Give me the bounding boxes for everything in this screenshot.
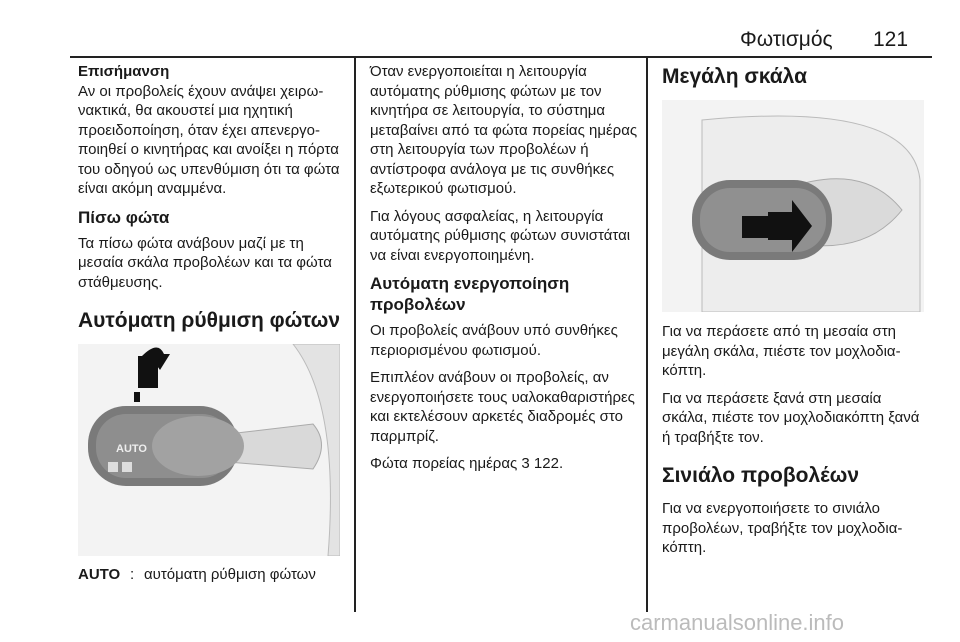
note-title: Επισήμανση bbox=[78, 63, 170, 80]
auto-activation-paragraph-2: Επιπλέον ανάβουν οι προβολείς, αν ενεργοποιήσετε τους υαλοκαθαριστήρες και εκτελέσουν αρκετές διαδρομές στο παρμπρίζ. bbox=[370, 369, 635, 445]
column-divider-1 bbox=[354, 57, 356, 612]
header-title: Φωτισμός bbox=[740, 28, 833, 51]
legend-separator: : bbox=[130, 566, 135, 583]
column-2 bbox=[370, 62, 642, 482]
column-1 bbox=[78, 62, 346, 583]
column-divider-2 bbox=[646, 57, 648, 612]
auto-activation-paragraph-1: Οι προβολείς ανάβουν υπό συνθήκες περιορισμένου φωτισμού. bbox=[370, 322, 618, 359]
column-3 bbox=[662, 62, 930, 566]
high-beam-heading: Μεγάλη σκάλα bbox=[662, 65, 808, 88]
high-beam-paragraph-2: Για να περάσετε ξανά στη μεσαία σκάλα, πιέστε τον μοχλοδιακόπτη ξανά ή τραβήξτε τον. bbox=[662, 389, 920, 446]
page-reference-link[interactable]: 3 122. bbox=[521, 455, 564, 472]
auto-lights-heading: Αυτόματη ρύθμιση φώτων bbox=[78, 309, 341, 332]
daytime-lights-text: Φώτα πορείας ημέρας bbox=[370, 455, 518, 472]
auto-activation-heading: Αυτόματη ενεργοποίηση προβολέων bbox=[370, 274, 570, 314]
auto-lights-paragraph-1: Όταν ενεργοποιείται η λειτουργία αυτόματης ρύθμισης φώτων με τον κινητήρα σε λειτουργία, το σύστημα μεταβαίνει από τα φώτα πορείας ημέρας στη λειτουργία των προβολέων ή αντίστροφα ανάλογα με τις συνθήκες εξωτερικού φωτισμού. bbox=[370, 63, 638, 197]
note-text: Αν οι προβολείς έχουν ανάψει χειρωνακτικά, θα ακουστεί μια ηχητική προειδοποίηση, όταν έχει απενεργοποιηθεί ο κινητήρας και ανοίξει η πόρτα του οδηγού ως υπενθύμιση ότι τα φώτα είναι ακόμη αναμμένα. bbox=[78, 82, 340, 197]
stalk-figure-high-beam bbox=[662, 100, 924, 312]
figure-auto-label: AUTO bbox=[116, 443, 147, 455]
rear-lights-text: Τα πίσω φώτα ανάβουν μαζί με τη μεσαία σκάλα προβολέων και τα φώτα στάθμευσης. bbox=[78, 234, 332, 291]
daytime-lights-reference bbox=[370, 454, 642, 474]
high-beam-paragraph-1: Για να περάσετε από τη μεσαία στη μεγάλη σκάλα, πιέστε τον μοχλοδιακόπτη. bbox=[662, 323, 901, 379]
header-rule bbox=[70, 56, 932, 58]
watermark: carmanualsonline.info bbox=[630, 610, 845, 635]
headlight-flash-paragraph: Για να ενεργοποιήσετε το σινιάλο προβολέων, τραβήξτε τον μοχλοδιακόπτη. bbox=[662, 500, 903, 556]
rear-lights-heading: Πίσω φώτα bbox=[78, 207, 170, 227]
legend-text: αυτόματη ρύθμιση φώτων bbox=[144, 566, 316, 583]
figure-legend bbox=[78, 566, 346, 583]
stalk-illustration bbox=[78, 344, 340, 556]
page-number: 121 bbox=[873, 28, 909, 51]
headlight-flash-heading: Σινιάλο προβολέων bbox=[662, 464, 860, 487]
stalk-push-illustration bbox=[662, 100, 924, 312]
auto-lights-paragraph-2: Για λόγους ασφαλείας, η λειτουργία αυτόματης ρύθμισης φώτων συνιστάται να είναι ενεργοποιημένη. bbox=[370, 207, 631, 264]
stalk-figure-auto bbox=[78, 344, 340, 556]
legend-key: AUTO bbox=[78, 566, 121, 583]
